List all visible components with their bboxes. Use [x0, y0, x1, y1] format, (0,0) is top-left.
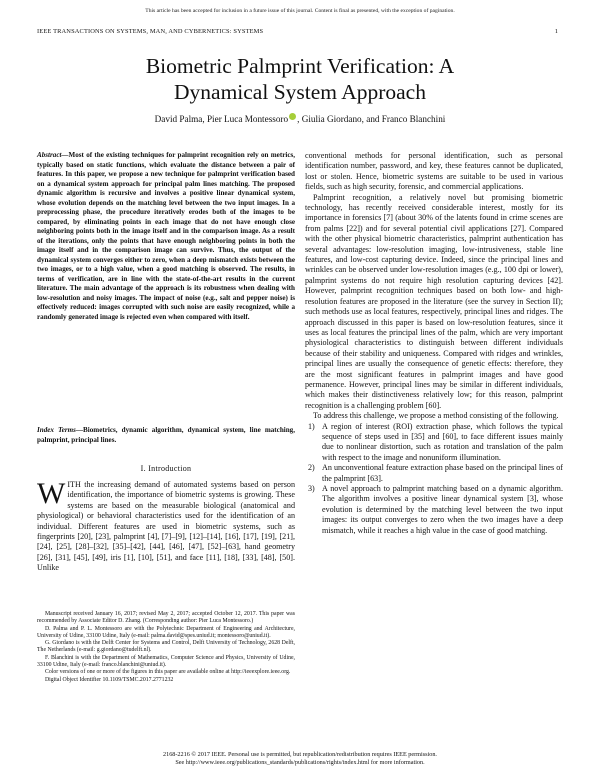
- list-item: [305, 422, 563, 464]
- title-line-2: Dynamical System Approach: [174, 80, 426, 104]
- title-line-1: Biometric Palmprint Verification: A: [145, 54, 455, 78]
- list-number: 2): [308, 463, 315, 473]
- footnote-blanchini: F. Blanchini is with the Department of Mathematics, Computer Science and Physics, University of Udine, 33100 Udine, Italy (e-mail: franco.blanchini@uniud.it).: [37, 654, 295, 669]
- footnote-color-versions: Color versions of one or more of the figures in this paper are available online at http://ieeexplore.ieee.org.: [45, 669, 291, 676]
- paragraph-conventional-methods: conventional methods for personal identification, such as personal identification number, password, and key, these features cannot be duplicated, lost or stolen. Hence, biometric systems are suitable to be used in various fields, such as high security, forensic, and commercial applications.: [305, 151, 563, 192]
- journal-name: IEEE TRANSACTIONS ON SYSTEMS, MAN, AND CYBERNETICS: SYSTEMS: [37, 28, 264, 35]
- paragraph-method-intro: To address this challenge, we propose a method consisting of the following.: [313, 411, 559, 421]
- list-item: [305, 484, 563, 536]
- footnote-palma-montessoro: D. Palma and P. L. Montessoro are with the Polytechnic Department of Engineering and Architecture, University of Udine, 33100 Udine, Italy (e-mail: palma.david@spes.uniud.it; montessoro@uniud.it).: [37, 625, 295, 639]
- list-number: 1): [308, 421, 315, 431]
- author-list: [50, 113, 550, 124]
- paper-title: [60, 53, 540, 105]
- list-text: An unconventional feature extraction phase based on the principal lines of the palmprint [63].: [322, 463, 563, 483]
- drop-cap: W: [37, 477, 66, 510]
- footnote-giordano: G. Giordano is with the Delft Center for Systems and Control, Delft University of Technology, 2628 Delft, The Netherlands (e-mail: g.giordano@tudelft.nl).: [37, 640, 295, 654]
- list-number: 3): [308, 484, 315, 493]
- list-item: [305, 463, 563, 484]
- footnotes: [37, 611, 295, 684]
- acceptance-note: This article has been accepted for inclusion in a future issue of this journal. Content is final as presented, with the exception of pagination.: [145, 8, 455, 14]
- index-terms-label: Index Terms—: [37, 426, 84, 434]
- page-number: 1: [554, 28, 558, 35]
- abstract-text: Most of the existing techniques for palmprint recognition rely on metrics, typically based on static functions, which evaluate the distance between a pair of features. In this paper, we propose a new technique for palmprint verification based on a dynamical system approach for principal palm lines matching. The proposed dynamic algorithm is recursive and involves a positive linear dynamical system, whose evolution depends on the matching level between the two input images. In a preprocessing phase, the procedure iteratively erodes both of the images to be compared, by eliminating points in each image that do not have enough close neighboring points both in the image itself and in the comparison image. As a result of the iterations, only the points that have enough neighboring points in both the image itself and in the comparison image can survive. Thus, the output of the dynamical system converges either to zero, when a deep mismatch exists between the two images, or to a high value, when a good matching is observed. The results, in terms of verification, are in line with the state-of-the-art results in the current literature. The main advantage of the approach is its robustness when dealing with low-resolution and noisy images. The impact of noise (e.g., salt and pepper noise) is effectively reduced: images corrupted with such noise are easily recognized, while a randomly generated image is rejected even when compared with itself.: [37, 151, 295, 321]
- index-terms: [37, 426, 295, 445]
- introduction-body: [37, 477, 295, 574]
- rights-link-line: See http://www.ieee.org/publications_standards/publications/rights/index.html for more information.: [175, 758, 425, 766]
- right-column: [305, 151, 563, 536]
- copyright-line: 2168-2216 © 2017 IEEE. Personal use is permitted, but republication/redistribution requires IEEE permission.: [163, 751, 437, 758]
- authors-rest: , Giulia Giordano, and Franco Blanchini: [297, 114, 446, 124]
- paragraph-palmprint-recognition: Palmprint recognition, a relatively novel but promising biometric technology, has recently received considerable interest, mostly for its importance in forensics [7] (about 30% of the latents found in crime scenes are from palms [22]) and for several potential civil applications [27]. Compared with the other physical biometric characteristics, palmprint authentication has several advantages: low-resolution imaging, low-intrusiveness, stable line features, and low-cost capturing device. Indeed, since the principal lines and wrinkles can be observed under low-resolution images (e.g., 100 dpi or lower), palmprint systems do not require high resolution capturing devices [42]. However, palmprint recognition techniques based on both low- and high-resolution features are proposed in the literature (see the survey in Section II); such methods use as local features, respectively, principal lines and ridges. The approach discussed in this paper is based on low-resolution features, since it uses as local features the principal lines of the palm, which are very important physiological characteristics to distinguish between different individuals because of their stability and uniqueness. Compared with ridges and wrinkles, principal lines are usually the consequence of genetic effects: therefore, they are the most significant features in palmprint images and have good permanence. However, principal lines may be similar in different individuals, which makes their distinctiveness relatively low; for this reason, palmprint recognition is a challenging problem [60].: [305, 192, 563, 410]
- copyright-footer: [0, 751, 600, 767]
- footnote-doi: Digital Object Identifier 10.1109/TSMC.2017.2771232: [45, 676, 174, 683]
- authors-first: David Palma, Pier Luca Montessoro: [154, 114, 289, 124]
- index-terms-text: Biometrics, dynamic algorithm, dynamical system, line matching, palmprint, principal lines.: [37, 426, 295, 444]
- section-heading-introduction: I. Introduction: [140, 464, 192, 473]
- introduction-text: ITH the increasing demand of automated systems based on person identification, the importance of biometric systems is growing. These systems are based on the measurable biological (anatomical and physiological) or behavioral characteristics used for the identification of an individual. Different features are used in biometric systems, such as fingerprints [20], [23], palmprint [4], [7]–[9], [12]–[14], [16], [17], [19], [21], [24], [25], [28]–[32], [35]–[42], [44], [46], [47], [52]–[63], hand geometry [26], [31], [45], [49], iris [1], [10], [51], and face [11], [18], [33], [48], [50]. Unlike: [37, 480, 295, 573]
- abstract: [37, 151, 295, 322]
- footnote-manuscript: Manuscript received January 16, 2017; revised May 2, 2017; accepted October 12, 2017. This paper was recommended by Associate Editor D. Zhang. (Corresponding author: Pier Luca Montessoro.): [37, 611, 295, 625]
- list-text: A novel approach to palmprint matching based on a dynamic algorithm. The algorithm involves a positive linear dynamical system [3], whose evolution is determined by the matching level between the two input images: its output converges to zero when the two images have a deep mismatch, while it reaches a high value in the case of good matching.: [322, 484, 563, 535]
- method-steps-list: [305, 422, 563, 536]
- list-text: A region of interest (ROI) extraction phase, which follows the typical sequence of steps used in [35] and [60], to face different issues mainly due to nonlinear distortion, such as rotation and translation of the palm with respect to the image and nonuniform illumination.: [322, 421, 563, 462]
- orcid-icon[interactable]: [289, 113, 296, 120]
- abstract-label: Abstract—: [37, 151, 69, 159]
